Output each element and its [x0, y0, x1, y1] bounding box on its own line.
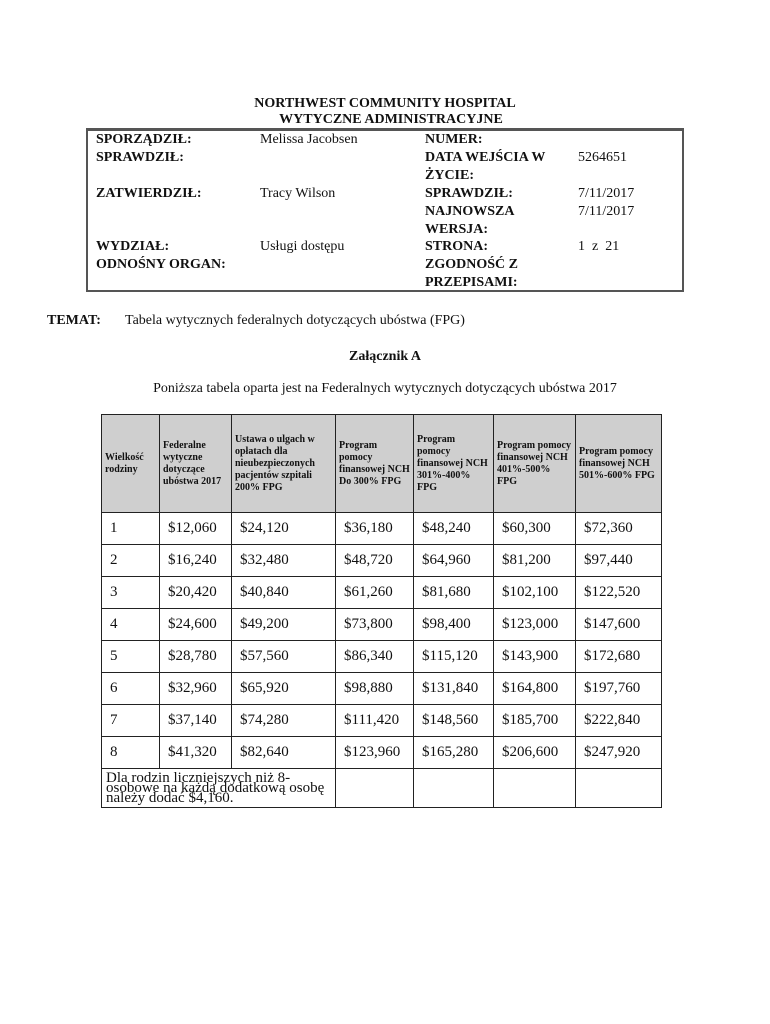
table-cell: $48,720	[336, 545, 414, 577]
table-row	[102, 577, 662, 609]
table-cell: 8	[102, 737, 160, 769]
org-title: NORTHWEST COMMUNITY HOSPITAL	[254, 96, 516, 111]
table-cell: $24,600	[160, 609, 232, 641]
table-cell: $37,140	[160, 705, 232, 737]
table-cell: $98,880	[336, 673, 414, 705]
table-cell: 5	[102, 641, 160, 673]
table-cell: 2	[102, 545, 160, 577]
table-cell: $185,700	[494, 705, 576, 737]
subject-text: Tabela wytycznych federalnych dotyczących ubóstwa (FPG)	[125, 313, 465, 328]
header-300-fpg: Program pomocy finansowej NCH Do 300% FPG	[336, 415, 414, 513]
table-cell: $16,240	[160, 545, 232, 577]
header-600-fpg: Program pomocy finansowej NCH 501%-600% FPG	[576, 415, 662, 513]
table-cell: $40,840	[232, 577, 336, 609]
table-cell: $65,920	[232, 673, 336, 705]
latest-label: NAJNOWSZA WERSJA:	[425, 204, 514, 237]
header-fpg-2017: Federalne wytyczne dotyczące ubóstwa 2017	[160, 415, 232, 513]
table-cell: $48,240	[414, 513, 494, 545]
table-cell: $49,200	[232, 609, 336, 641]
reviewed2-value: 7/11/2017	[578, 186, 635, 201]
table-cell: $73,800	[336, 609, 414, 641]
reviewed-label: SPRAWDZIŁ:	[96, 150, 184, 165]
empty-cell	[414, 769, 494, 808]
table-cell: $147,600	[576, 609, 662, 641]
table-cell: $72,360	[576, 513, 662, 545]
department-label: WYDZIAŁ:	[96, 239, 170, 254]
empty-cell	[576, 769, 662, 808]
table-cell: $57,560	[232, 641, 336, 673]
table-row	[102, 609, 662, 641]
header-400-fpg: Program pomocy finansowej NCH 301%-400% FPG	[414, 415, 494, 513]
prepared-label: SPORZĄDZIŁ:	[96, 132, 192, 147]
table-cell: $222,840	[576, 705, 662, 737]
table-cell: $122,520	[576, 577, 662, 609]
footnote-row	[102, 769, 662, 808]
table-cell: $98,400	[414, 609, 494, 641]
table-cell: $247,920	[576, 737, 662, 769]
table-cell: 4	[102, 609, 160, 641]
footnote: Dla rodzin liczniejszych niż 8-osobowe na każdą dodatkową osobę należy dodać $4,160.	[102, 769, 336, 808]
latest-value: 7/11/2017	[578, 204, 635, 219]
body-label: ODNOŚNY ORGAN:	[96, 257, 226, 272]
table-cell: $206,600	[494, 737, 576, 769]
table-cell: 1	[102, 513, 160, 545]
table-cell: $61,260	[336, 577, 414, 609]
subject-label: TEMAT:	[47, 313, 101, 328]
department-value: Usługi dostępu	[260, 239, 345, 254]
table-cell: $86,340	[336, 641, 414, 673]
number-label: NUMER:	[425, 132, 483, 147]
attachment-title: Załącznik A	[349, 349, 421, 364]
approved-label: ZATWIERDZIŁ:	[96, 186, 202, 201]
table-cell: 6	[102, 673, 160, 705]
table-cell: $148,560	[414, 705, 494, 737]
table-row	[102, 673, 662, 705]
table-cell: $197,760	[576, 673, 662, 705]
page-label: STRONA:	[425, 239, 489, 254]
effective-label: DATA WEJŚCIA W ŻYCIE:	[425, 150, 546, 183]
table-cell: $123,000	[494, 609, 576, 641]
table-cell: $115,120	[414, 641, 494, 673]
page-value: 1 z 21	[578, 239, 620, 254]
table-cell: $32,480	[232, 545, 336, 577]
table-cell: $81,200	[494, 545, 576, 577]
table-row	[102, 737, 662, 769]
table-cell: $24,120	[232, 513, 336, 545]
intro-text: Poniższa tabela oparta jest na Federalnych wytycznych dotyczących ubóstwa 2017	[153, 381, 617, 396]
table-cell: $164,800	[494, 673, 576, 705]
table-cell: $97,440	[576, 545, 662, 577]
table-cell: $143,900	[494, 641, 576, 673]
empty-cell	[494, 769, 576, 808]
header-500-fpg: Program pomocy finansowej NCH 401%-500% FPG	[494, 415, 576, 513]
table-row	[102, 705, 662, 737]
empty-cell	[336, 769, 414, 808]
table-cell: $12,060	[160, 513, 232, 545]
table-row	[102, 545, 662, 577]
fpg-table	[101, 414, 662, 808]
table-cell: $36,180	[336, 513, 414, 545]
effective-value: 5264651	[578, 150, 627, 165]
table-cell: $82,640	[232, 737, 336, 769]
reviewed2-label: SPRAWDZIŁ:	[425, 186, 513, 201]
table-cell: $64,960	[414, 545, 494, 577]
table-cell: $131,840	[414, 673, 494, 705]
table-cell: $28,780	[160, 641, 232, 673]
table-cell: 3	[102, 577, 160, 609]
table-cell: $102,100	[494, 577, 576, 609]
table-cell: $111,420	[336, 705, 414, 737]
table-row	[102, 641, 662, 673]
table-cell: $60,300	[494, 513, 576, 545]
table-cell: $74,280	[232, 705, 336, 737]
approved-value: Tracy Wilson	[260, 186, 336, 201]
compliance-label: ZGODNOŚĆ Z PRZEPISAMI:	[425, 257, 518, 290]
table-cell: $41,320	[160, 737, 232, 769]
header-200-fpg: Ustawa o ulgach w opłatach dla nieubezpieczonych pacjentów szpitali 200% FPG	[232, 415, 336, 513]
table-row	[102, 513, 662, 545]
table-cell: $32,960	[160, 673, 232, 705]
table-cell: 7	[102, 705, 160, 737]
table-cell: $172,680	[576, 641, 662, 673]
doc-type-title: WYTYCZNE ADMINISTRACYJNE	[279, 112, 503, 127]
prepared-value: Melissa Jacobsen	[260, 132, 358, 147]
table-cell: $81,680	[414, 577, 494, 609]
header-family-size: Wielkość rodziny	[102, 415, 160, 513]
table-cell: $165,280	[414, 737, 494, 769]
table-cell: $123,960	[336, 737, 414, 769]
table-cell: $20,420	[160, 577, 232, 609]
